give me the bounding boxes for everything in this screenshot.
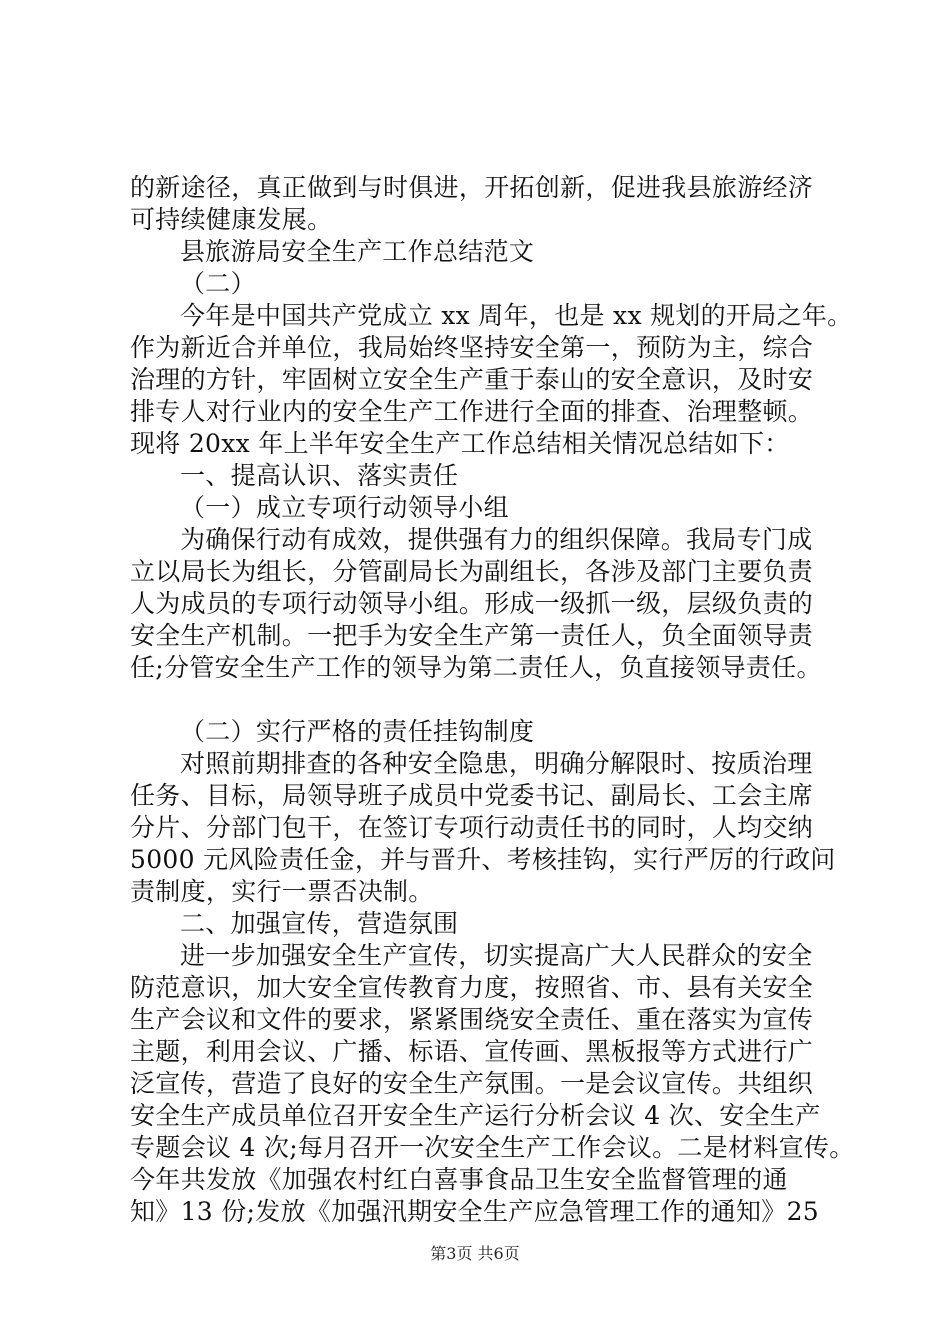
text-line: 知》13 份;发放《加强汛期安全生产应急管理工作的通知》25 xyxy=(130,1197,819,1226)
text-line: 安全生产成员单位召开安全生产运行分析会议 4 次、安全生产 xyxy=(130,1101,821,1130)
section-title: 县旅游局安全生产工作总结范文 xyxy=(180,237,535,266)
text-line: 治理的方针，牢固树立安全生产重于泰山的安全意识，及时安 xyxy=(130,365,814,394)
section-subtitle: （二） xyxy=(180,269,256,298)
text-line: 为确保行动有成效，提供强有力的组织保障。我局专门成 xyxy=(180,525,813,554)
heading-level-1: 二、加强宣传，营造氛围 xyxy=(180,909,459,938)
heading-level-2: （二）实行严格的责任挂钩制度 xyxy=(180,717,535,746)
heading-level-2: （一）成立专项行动领导小组 xyxy=(180,493,509,522)
paragraph-gap xyxy=(130,684,840,716)
text-line: 今年共发放《加强农村红白喜事食品卫生安全监督管理的通 xyxy=(130,1165,788,1194)
heading-level-1: 一、提高认识、落实责任 xyxy=(180,461,459,490)
text-line: 防范意识，加大安全宣传教育力度，按照省、市、县有关安全 xyxy=(130,973,814,1002)
text-line: 对照前期排查的各种安全隐患，明确分解限时、按质治理 xyxy=(180,749,813,778)
text-line: 专题会议 4 次;每月召开一次安全生产工作会议。二是材料宣传。 xyxy=(130,1133,855,1162)
text-line: 进一步加强安全生产宣传，切实提高广大人民群众的安全 xyxy=(180,941,813,970)
text-line: 排专人对行业内的安全生产工作进行全面的排查、治理整顿。 xyxy=(130,397,814,426)
text-line: 可持续健康发展。 xyxy=(130,205,333,234)
document-body xyxy=(130,172,855,1228)
text-line: 任;分管安全生产工作的领导为第二责任人，负直接领导责任。 xyxy=(130,653,822,682)
page-footer xyxy=(0,1244,950,1264)
text-line: 分片、分部门包干，在签订专项行动责任书的同时，人均交纳 xyxy=(130,813,814,842)
text-line: 作为新近合并单位，我局始终坚持安全第一，预防为主，综合 xyxy=(130,333,814,362)
text-line: 主题，利用会议、广播、标语、宣传画、黑板报等方式进行广 xyxy=(130,1037,814,1066)
text-line: 的新途径，真正做到与时俱进，开拓创新，促进我县旅游经济 xyxy=(130,173,814,202)
text-line: 安全生产机制。一把手为安全生产第一责任人，负全面领导责 xyxy=(130,621,814,650)
text-line: 生产会议和文件的要求，紧紧围绕安全责任、重在落实为宣传 xyxy=(130,1005,814,1034)
text-line: 现将 20xx 年上半年安全生产工作总结相关情况总结如下： xyxy=(130,429,790,458)
text-line: 5000 元风险责任金，并与晋升、考核挂钩，实行严厉的行政问 xyxy=(130,845,836,874)
text-line: 今年是中国共产党成立 xx 周年，也是 xx 规划的开局之年。 xyxy=(180,301,853,330)
text-line: 立以局长为组长，分管副局长为副组长，各涉及部门主要负责 xyxy=(130,557,814,586)
page-number: 第3页 共6页 xyxy=(430,1244,520,1263)
text-line: 责制度，实行一票否决制。 xyxy=(130,877,434,906)
text-line: 人为成员的专项行动领导小组。形成一级抓一级，层级负责的 xyxy=(130,589,814,618)
text-line: 泛宣传，营造了良好的安全生产氛围。一是会议宣传。共组织 xyxy=(130,1069,814,1098)
text-line: 任务、目标，局领导班子成员中党委书记、副局长、工会主席 xyxy=(130,781,814,810)
